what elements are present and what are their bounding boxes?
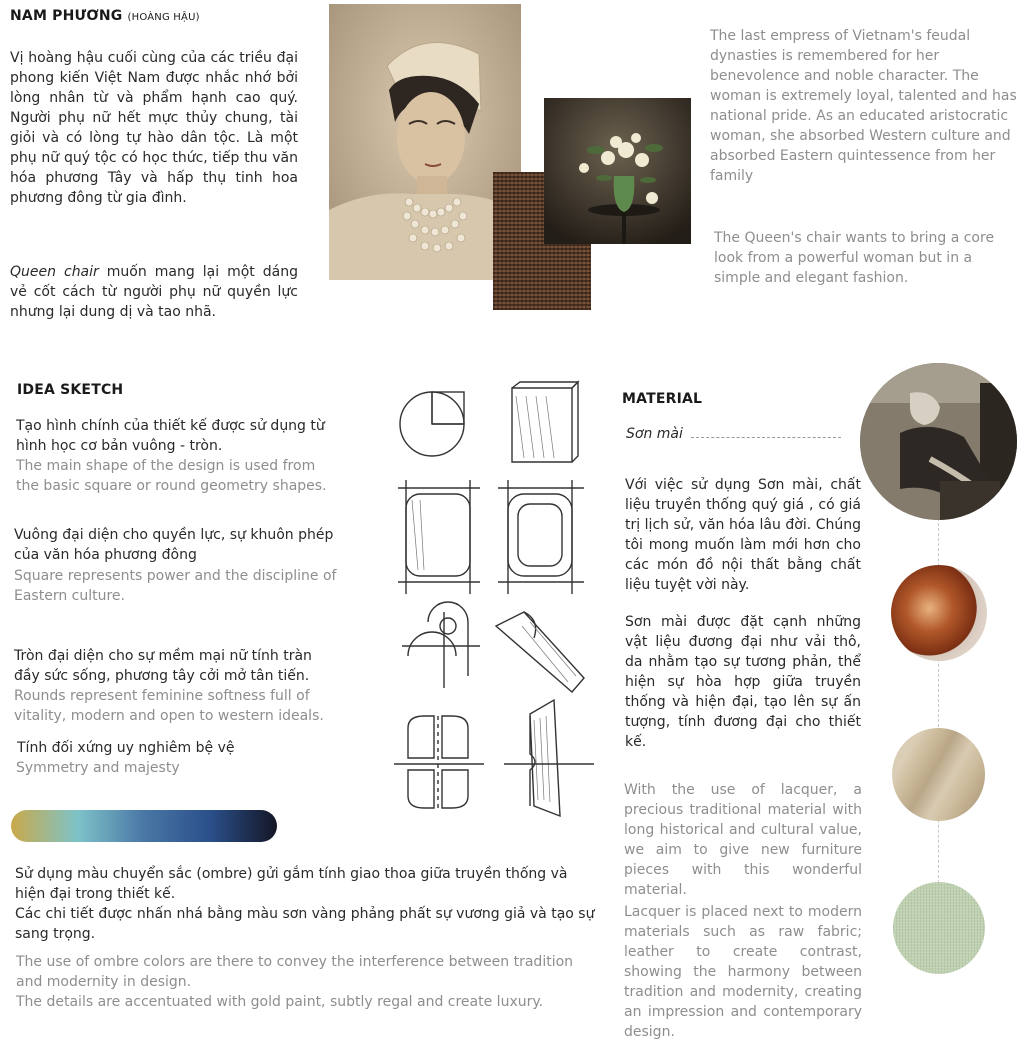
son-mai-dotted-line: [691, 437, 841, 438]
page-title: [10, 8, 200, 24]
lacquer-artisan-art: [860, 363, 1017, 520]
sketch-quarter-circle: [402, 602, 480, 688]
leather-circle: [892, 728, 985, 821]
lacquer-artisan-circle: [860, 363, 1017, 520]
material-heading: MATERIAL: [622, 391, 703, 407]
idea-p4-en: Symmetry and majesty: [16, 760, 180, 776]
sketch-rounded-square-2: [498, 480, 584, 594]
title-sub: (HOÀNG HẬU): [127, 12, 200, 23]
idea-p2-vn: Vuông đại diện cho quyền lực, sự khuôn phép của văn hóa phương đông: [14, 527, 334, 563]
raw-fabric-circle: [893, 882, 985, 974]
sketch-rounded-square-1: [398, 480, 480, 594]
idea-sketches-drawing: [384, 376, 600, 830]
material-p1-vn: Với việc sử dụng Sơn mài, chất liệu truyền thống quý giá , có giá trị lịch sử, văn hóa lâu đời. Chúng tôi mong muốn làm mới hơn cho các món đồ nội thất bằng chất liệu tuyệt vời này.: [625, 477, 861, 593]
intro-en-queen-paragraph: The Queen's chair wants to bring a core look from a powerful woman but in a simple and elegant fashion.: [714, 230, 995, 286]
sketch-symmetry-1: [394, 716, 484, 812]
material-label: [626, 424, 866, 444]
ombre-color-bar: [11, 810, 277, 842]
intro-vn-queen-paragraph: [10, 262, 298, 322]
idea-p4-vn: Tính đối xứng uy nghiêm bệ vệ: [17, 740, 235, 756]
lacquer-circle: [891, 565, 987, 661]
ombre-vn-line1: Sử dụng màu chuyển sắc (ombre) gửi gắm tính giao thoa giữa truyền thống và hiện đại trong thiết kế.: [15, 866, 568, 902]
material-p1-en: With the use of lacquer, a precious traditional material with long historical and cultural value, we aim to give new furniture pieces with this wonderful material.: [624, 782, 862, 898]
ombre-en-line2: The details are accentuated with gold paint, subtly regal and create luxury.: [16, 994, 544, 1010]
material-p2-vn: Sơn mài được đặt cạnh những vật liệu đương đại như vải thô, da nhằm tạo sự tương phản, thể hiện sự hòa hợp giữa truyền thống và hiện đại, tạo lên sự ấn tượng, tính đương đại cho thiết kế.: [625, 614, 861, 750]
idea-p3-en: Rounds represent feminine softness full of vitality, modern and open to western ideals.: [14, 688, 324, 724]
material-p2-en: Lacquer is placed next to modern materials such as raw fabric; leather to create contrast, showing the harmony between tradition and modernity, creating an impression and contemporary design.: [624, 904, 862, 1040]
intro-vn-paragraph: Vị hoàng hậu cuối cùng của các triều đại phong kiến Việt Nam được nhắc nhớ bởi lòng nhân từ và phẩm hạnh cao quý. Người phụ nữ hết mực thủy chung, tài giỏi và có lòng tự hào dân tộc. Là một phụ nữ quý tộc có học thức, tiếp thu văn hóa phương Tây và hấp thụ tinh hoa phương đông từ gia đình.: [10, 50, 298, 206]
flower-vase-photo: [544, 98, 691, 244]
flower-vase-art: [544, 98, 691, 244]
idea-p1-en: The main shape of the design is used from the basic square or round geometry shapes.: [16, 458, 327, 494]
ombre-en-line1: The use of ombre colors are there to convey the interference between tradition and modernity in design.: [16, 954, 574, 990]
intro-en-paragraph: The last empress of Vietnam's feudal dynasties is remembered for her benevolence and noble character. The woman is extremely loyal, talented and has national pride. As an educated aristocratic woman, she absorbed Western culture and absorbed Eastern quintessence from her family: [710, 28, 1017, 184]
idea-sketches: [384, 376, 600, 830]
sketch-symmetry-2: [504, 700, 594, 816]
idea-p2-en: Square represents power and the discipline of Eastern culture.: [14, 568, 337, 604]
title-main: NAM PHƯƠNG: [10, 8, 123, 24]
idea-p1-vn: Tạo hình chính của thiết kế được sử dụng từ hình học cơ bản vuông - tròn.: [16, 418, 325, 454]
idea-sketch-heading: IDEA SKETCH: [17, 382, 124, 398]
sketch-circle-square: [400, 392, 464, 456]
sketch-curved-arm: [496, 612, 584, 692]
sketch-square-block: [512, 382, 578, 462]
queen-chair-italic: Queen chair: [10, 264, 99, 280]
queen-chair-rest: muốn mang lại một dáng vẻ cốt cách từ người phụ nữ quyền lực nhưng lại dung dị và tao nhã.: [10, 264, 298, 320]
ombre-vn-line2: Các chi tiết được nhấn nhá bằng màu sơn vàng phảng phất sự vương giả và tạo sự sang trọng.: [15, 906, 595, 942]
son-mai-label: Sơn mài: [626, 426, 683, 442]
idea-p3-vn: Tròn đại diện cho sự mềm mại nữ tính tràn đầy sức sống, phương tây cởi mở tân tiến.: [14, 648, 312, 684]
